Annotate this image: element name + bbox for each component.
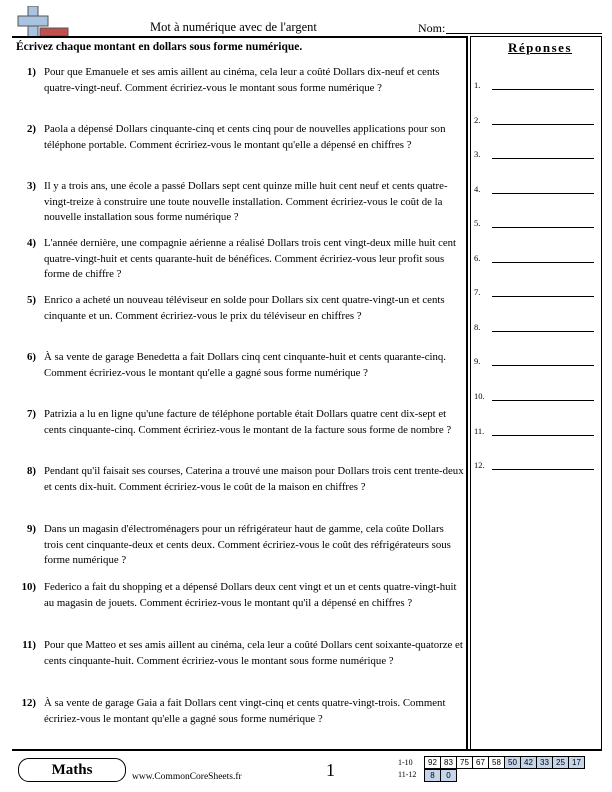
answer-field[interactable] [474, 80, 598, 94]
question-text: Pour que Emanuele et ses amis aillent au cinéma, cela leur a coûté Dollars dix-neuf et cents quatre-vingt-neuf. Comment écririez-vous le montant sous forme numérique ? [44, 66, 440, 94]
score-row-label: 1-10 [398, 758, 413, 767]
question-number: 10) [21, 581, 36, 593]
score-cell: 17 [569, 757, 585, 769]
question-number: 6) [27, 351, 36, 363]
question-text: Il y a trois ans, une école a passé Dollars sept cent quinze mille huit cent neuf et cents quatre-vingt-treize à construire une toute nouvelle installation. Comment écririez-vous le coût de la nouvelle installation sous forme numérique ? [44, 180, 448, 223]
question-text: Patrizia a lu en ligne qu'une facture de téléphone portable était Dollars quatre cent dix-sept et cents cinquante-cinq. Comment écririez-vous le montant de la facture sous forme de nombre ? [44, 408, 452, 436]
header-divider [12, 36, 466, 38]
answer-label: 7. [474, 287, 481, 297]
question-text: Pour que Matteo et ses amis aillent au cinéma, cela leur a coûté Dollars cent soixante-quatorze et cents cinquante-huit. Comment écririez-vous le montant sous forme numérique ? [44, 639, 463, 667]
score-cell: 8 [425, 770, 441, 782]
answer-line[interactable] [492, 193, 594, 194]
question-text: L'année dernière, une compagnie aérienne a réalisé Dollars trois cent vingt-deux mille huit cent quatre-vingt-huit et cents quarante-huit de bénéfices. Comment écririez-vous leur profit sous forme de chiffre ? [44, 237, 457, 280]
answer-field[interactable] [474, 287, 598, 301]
answer-label: 3. [474, 149, 481, 159]
answer-field[interactable] [474, 184, 598, 198]
answer-line[interactable] [492, 89, 594, 90]
question-number: 11) [22, 639, 36, 651]
column-divider [466, 36, 468, 749]
answer-label: 2. [474, 115, 481, 125]
question-text: À sa vente de garage Benedetta a fait Dollars cinq cent cinquante-huit et cents quarante-cinq. Comment écririez-vous le montant qu'elle a gagné sous forme numérique ? [44, 351, 447, 379]
answer-field[interactable] [474, 149, 598, 163]
question-text: Dans un magasin d'électroménagers pour un réfrigérateur haut de gamme, cela coûte Dollars trois cent cinquante-deux et cents deux. Comment écririez-vous le coût des réfrigérateurs sous forme numérique ? [44, 523, 451, 566]
column-divider-inner [470, 36, 471, 749]
worksheet-title: Mot à numérique avec de l'argent [150, 20, 317, 34]
question-text: À sa vente de garage Gaia a fait Dollars cent vingt-cinq et cents quatre-vingt-trois. Comment écririez-vous le montant qu'elle a gagné sous forme numérique ? [44, 697, 446, 725]
score-cell: 25 [553, 757, 569, 769]
question-number: 3) [27, 180, 36, 192]
score-cell: 92 [425, 757, 441, 769]
answer-field[interactable] [474, 322, 598, 336]
question-text: Enrico a acheté un nouveau téléviseur en solde pour Dollars six cent quatre-vingt-un et cents cinquante et un. Comment écririez-vous le prix du téléviseur en chiffres ? [44, 294, 445, 322]
answer-line[interactable] [492, 158, 594, 159]
answer-label: 6. [474, 253, 481, 263]
question-text: Pendant qu'il faisait ses courses, Caterina a trouvé une maison pour Dollars trois cent trente-deux et cents dix-huit. Comment écririez-vous le coût de la maison en chiffres ? [44, 465, 464, 493]
score-cell: 75 [457, 757, 473, 769]
subject-badge: Maths [18, 758, 126, 782]
score-table-row1 [424, 756, 585, 769]
answer-label: 4. [474, 184, 481, 194]
question-number: 9) [27, 523, 36, 535]
answer-line[interactable] [492, 435, 594, 436]
answer-field[interactable] [474, 426, 598, 440]
question-number: 2) [27, 123, 36, 135]
answer-line[interactable] [492, 365, 594, 366]
answer-box-top [470, 36, 602, 37]
score-cell: 67 [473, 757, 489, 769]
instructions: Écrivez chaque montant en dollars sous forme numérique. [16, 41, 303, 53]
question-number: 5) [27, 294, 36, 306]
answer-field[interactable] [474, 253, 598, 267]
answer-label: 10. [474, 391, 485, 401]
answer-label: 5. [474, 218, 481, 228]
question-text: Federico a fait du shopping et a dépensé Dollars deux cent vingt et un et cents quatre-vingt-huit au magasin de jouets. Comment écririez-vous le montant qu'il a dépensé en chiffres ? [44, 581, 457, 609]
question-number: 4) [27, 237, 36, 249]
question-text: Paola a dépensé Dollars cinquante-cinq et cents cinq pour de nouvelles applications pour son téléphone portable. Comment écririez-vous le montant qu'elle a dépensé en chiffres ? [44, 123, 446, 151]
answer-label: 8. [474, 322, 481, 332]
website-label: www.CommonCoreSheets.fr [132, 772, 242, 782]
answer-field[interactable] [474, 391, 598, 405]
answer-field[interactable] [474, 218, 598, 232]
answer-box-right [601, 36, 602, 749]
name-field-line[interactable] [446, 33, 602, 34]
score-cell: 50 [505, 757, 521, 769]
answer-label: 9. [474, 356, 481, 366]
answer-line[interactable] [492, 469, 594, 470]
score-cell: 42 [521, 757, 537, 769]
answer-field[interactable] [474, 460, 598, 474]
answer-label: 11. [474, 426, 485, 436]
question-number: 12) [21, 697, 36, 709]
score-row-label: 11-12 [398, 770, 417, 779]
question-number: 1) [27, 66, 36, 78]
answer-label: 1. [474, 80, 481, 90]
name-label: Nom: [418, 21, 446, 35]
footer-divider [12, 749, 602, 751]
question-number: 7) [27, 408, 36, 420]
answer-label: 12. [474, 460, 485, 470]
answer-line[interactable] [492, 400, 594, 401]
score-table-row2 [424, 769, 457, 782]
answer-line[interactable] [492, 227, 594, 228]
answer-line[interactable] [492, 296, 594, 297]
answer-field[interactable] [474, 356, 598, 370]
score-cell: 0 [441, 770, 457, 782]
answers-title: Réponses [508, 40, 573, 55]
score-cell: 58 [489, 757, 505, 769]
answer-line[interactable] [492, 124, 594, 125]
score-cell: 33 [537, 757, 553, 769]
answer-line[interactable] [492, 331, 594, 332]
plus-logo-icon [14, 6, 70, 38]
answer-line[interactable] [492, 262, 594, 263]
page-number: 1 [326, 760, 335, 780]
question-number: 8) [27, 465, 36, 477]
score-cell: 83 [441, 757, 457, 769]
answer-field[interactable] [474, 115, 598, 129]
